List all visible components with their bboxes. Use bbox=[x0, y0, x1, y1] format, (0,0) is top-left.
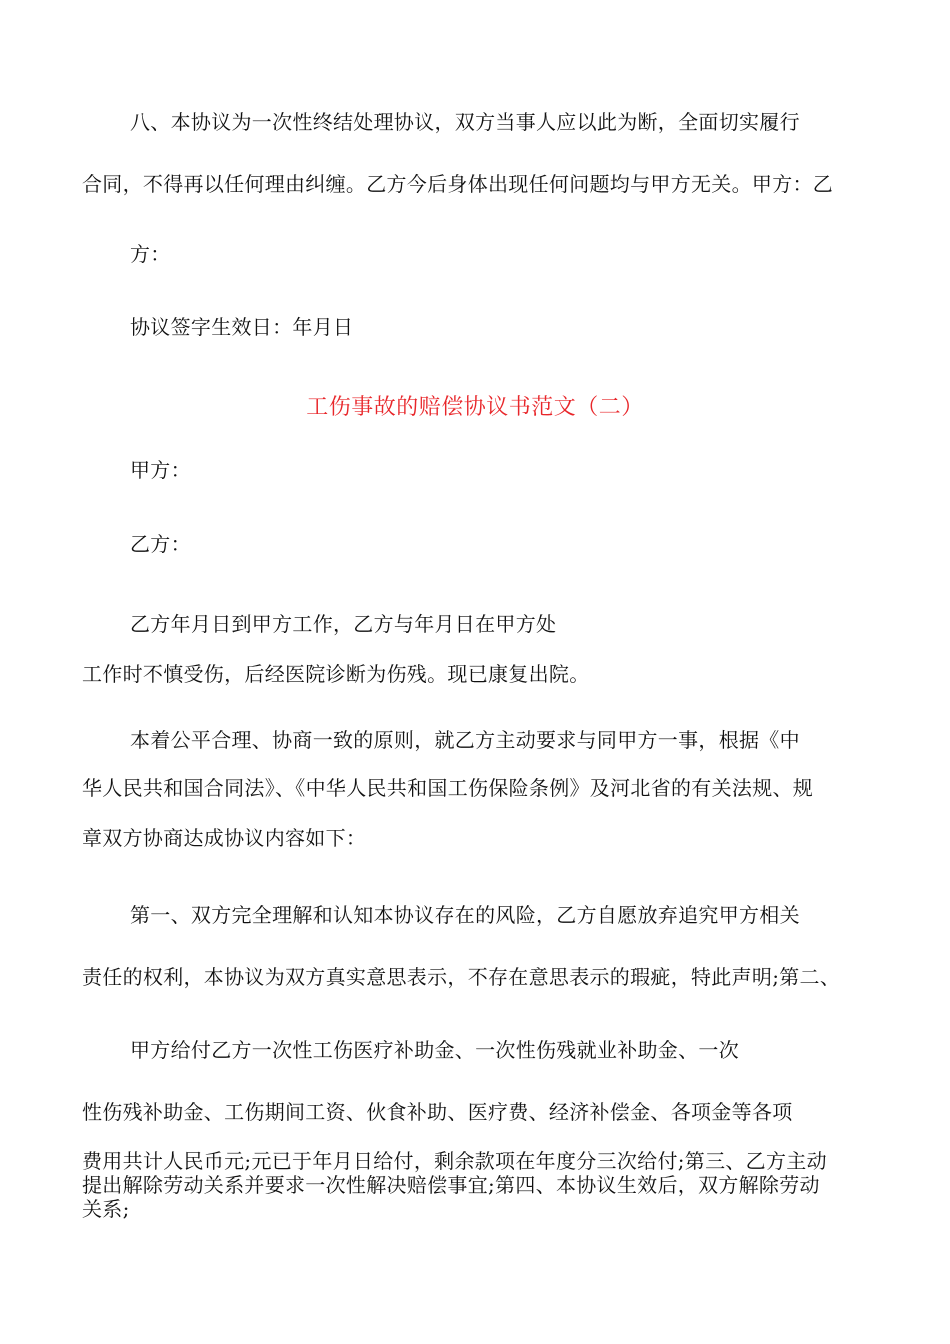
paragraph-4-line-4: 提出解除劳动关系并要求一次性解决赔偿事宜;第四、本协议生效后，双方解除劳动 bbox=[82, 1173, 820, 1197]
effective-date-line: 协议签字生效日：年月日 bbox=[130, 315, 354, 339]
document-title: 工伤事故的赔偿协议书范文（二） bbox=[306, 395, 644, 420]
signature-party-line: 方： bbox=[130, 242, 171, 266]
paragraph-1-line-1: 乙方年月日到甲方工作，乙方与年月日在甲方处 bbox=[130, 612, 557, 636]
paragraph-4-line-3: 费用共计人民币元;元已于年月日给付，剩余款项在年度分三次给付;第三、乙方主动 bbox=[82, 1149, 827, 1173]
paragraph-2-line-2: 华人民共和国合同法》、《中华人民共和国工伤保险条例》及河北省的有关法规、规 bbox=[82, 776, 814, 800]
paragraph-2-line-1: 本着公平合理、协商一致的原则，就乙方主动要求与同甲方一事，根据《中 bbox=[130, 728, 800, 752]
clause-8-line-1: 八、本协议为一次性终结处理协议，双方当事人应以此为断，全面切实履行 bbox=[130, 110, 800, 134]
paragraph-4-line-1: 甲方给付乙方一次性工伤医疗补助金、一次性伤残就业补助金、一次 bbox=[130, 1038, 739, 1062]
party-a-label: 甲方： bbox=[130, 458, 191, 482]
paragraph-4-line-2: 性伤残补助金、工伤期间工资、伙食补助、医疗费、经济补偿金、各项金等各项 bbox=[82, 1100, 793, 1124]
paragraph-2-line-3: 章双方协商达成协议内容如下： bbox=[82, 826, 367, 850]
paragraph-4-line-5: 关系; bbox=[82, 1197, 130, 1221]
party-b-label: 乙方： bbox=[130, 532, 191, 556]
clause-8-line-2: 合同，不得再以任何理由纠缠。乙方今后身体出现任何问题均与甲方无关。甲方：乙 bbox=[82, 172, 834, 196]
paragraph-3-line-1: 第一、双方完全理解和认知本协议存在的风险，乙方自愿放弃追究甲方相关 bbox=[130, 903, 800, 927]
paragraph-1-line-2: 工作时不慎受伤，后经医院诊断为伤残。现已康复出院。 bbox=[82, 662, 590, 686]
paragraph-3-line-2: 责任的权利，本协议为双方真实意思表示，不存在意思表示的瑕疵，特此声明;第二、 bbox=[82, 965, 841, 989]
